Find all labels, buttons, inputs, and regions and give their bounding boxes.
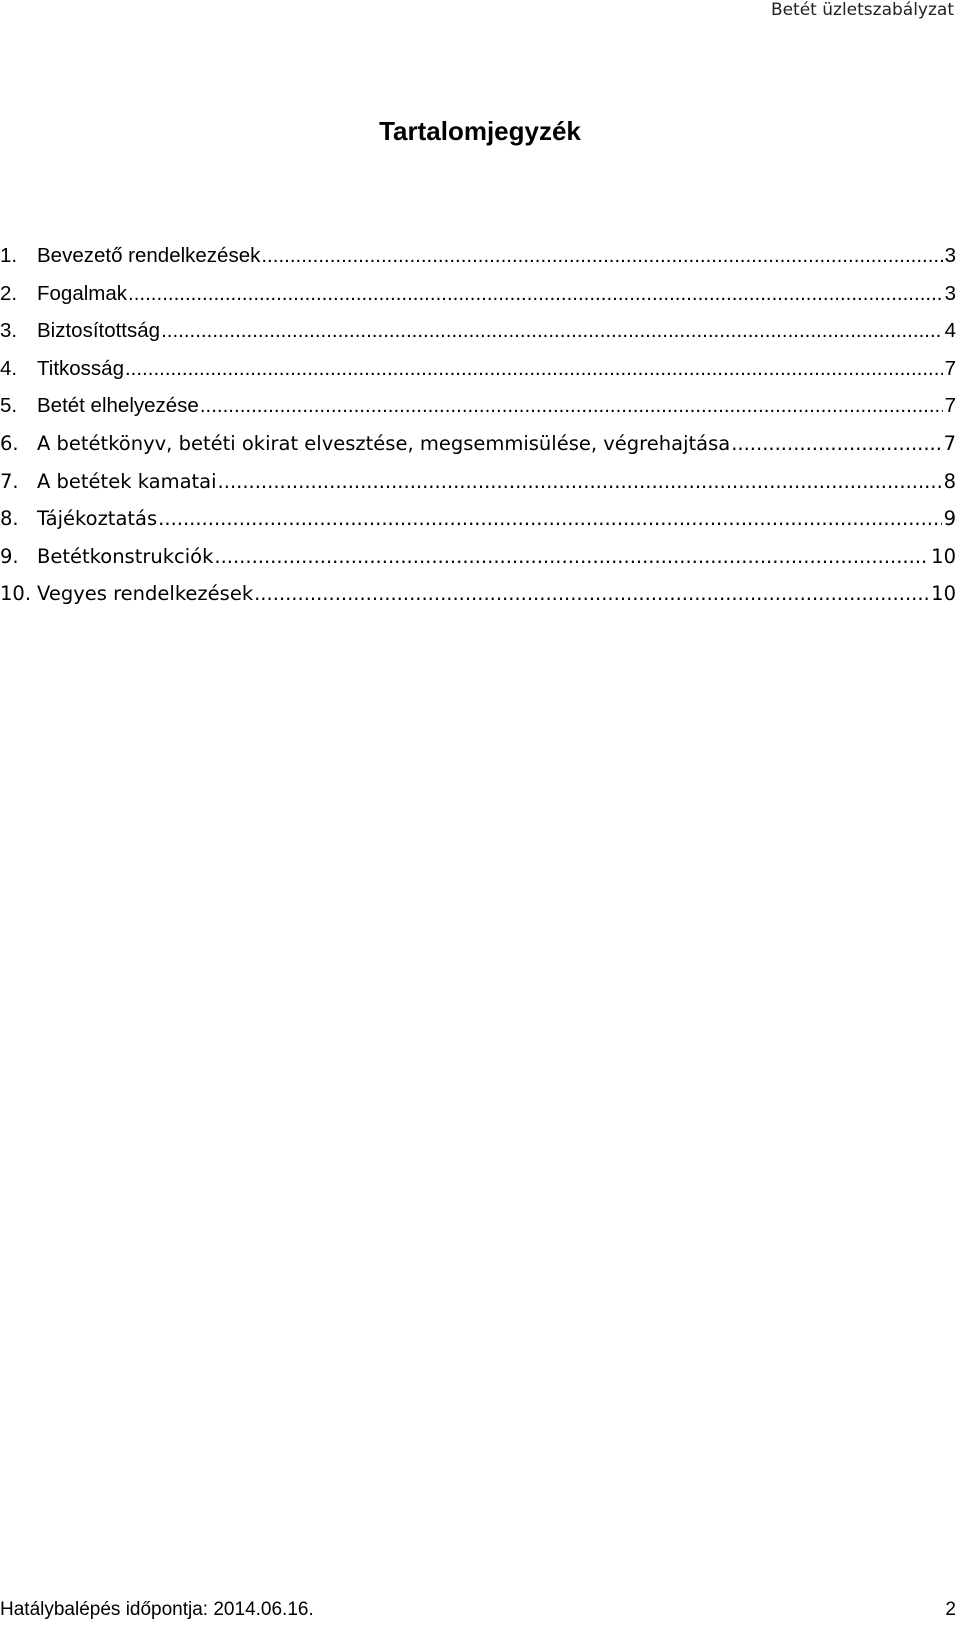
toc-page: 10 — [931, 582, 956, 606]
toc-entry-6[interactable] — [0, 432, 956, 470]
toc-title: Fogalmak — [37, 281, 128, 305]
toc-leader — [254, 582, 929, 606]
toc-entry-2[interactable] — [0, 282, 956, 320]
toc-number: 3. — [0, 319, 18, 343]
page-number: 2 — [945, 1599, 956, 1620]
toc-number: 4. — [0, 356, 18, 380]
toc-leader — [158, 507, 941, 531]
toc-leader — [731, 432, 941, 456]
toc-title: A betétek kamatai — [37, 469, 217, 493]
toc-page: 7 — [943, 431, 956, 455]
toc-entry-5[interactable] — [0, 394, 956, 432]
toc-entry-3[interactable] — [0, 319, 956, 357]
toc-title: Betét elhelyezése — [37, 394, 199, 418]
toc-number: 6. — [0, 431, 19, 455]
toc-title: Tájékoztatás — [37, 507, 158, 531]
running-footer — [0, 1599, 956, 1621]
toc-leader — [200, 394, 943, 418]
toc-number: 1. — [0, 244, 18, 267]
table-of-contents — [0, 244, 956, 620]
toc-entry-7[interactable] — [0, 470, 956, 508]
toc-leader — [218, 470, 942, 494]
toc-number: 5. — [0, 394, 18, 418]
toc-title: Bevezető rendelkezések — [37, 244, 261, 267]
toc-page: 3 — [944, 244, 956, 267]
toc-number: 2. — [0, 281, 18, 305]
toc-leader — [161, 319, 943, 343]
toc-page: 7 — [944, 394, 956, 418]
toc-number: 9. — [0, 544, 19, 568]
toc-leader — [128, 282, 943, 306]
page-title: Tartalomjegyzék — [379, 116, 581, 146]
toc-entry-8[interactable] — [0, 507, 956, 545]
toc-leader — [261, 244, 942, 268]
toc-page: 9 — [943, 507, 956, 531]
toc-number: 10. — [0, 582, 32, 606]
toc-title: Betétkonstrukciók — [37, 544, 214, 568]
toc-title: A betétkönyv, betéti okirat elvesztése, megsemmisülése, végrehajtása — [37, 431, 731, 455]
toc-page: 7 — [944, 356, 956, 380]
toc-leader — [125, 357, 943, 381]
toc-entry-4[interactable] — [0, 357, 956, 395]
toc-entry-9[interactable] — [0, 545, 956, 583]
toc-entry-1[interactable] — [0, 244, 956, 282]
toc-title: Biztosítottság — [37, 319, 161, 343]
toc-page: 3 — [944, 281, 956, 305]
toc-page: 4 — [944, 319, 956, 343]
running-header: Betét üzletszabályzat — [770, 0, 954, 20]
toc-leader — [214, 545, 929, 569]
toc-page: 10 — [931, 544, 956, 568]
toc-page: 8 — [943, 469, 956, 493]
toc-entry-10[interactable] — [0, 582, 956, 620]
toc-number: 8. — [0, 507, 19, 531]
effective-date: Hatálybalépés időpontja: 2014.06.16. — [0, 1599, 314, 1620]
toc-number: 7. — [0, 469, 19, 493]
toc-title: Vegyes rendelkezések — [37, 582, 254, 606]
toc-title: Titkosság — [37, 356, 124, 380]
